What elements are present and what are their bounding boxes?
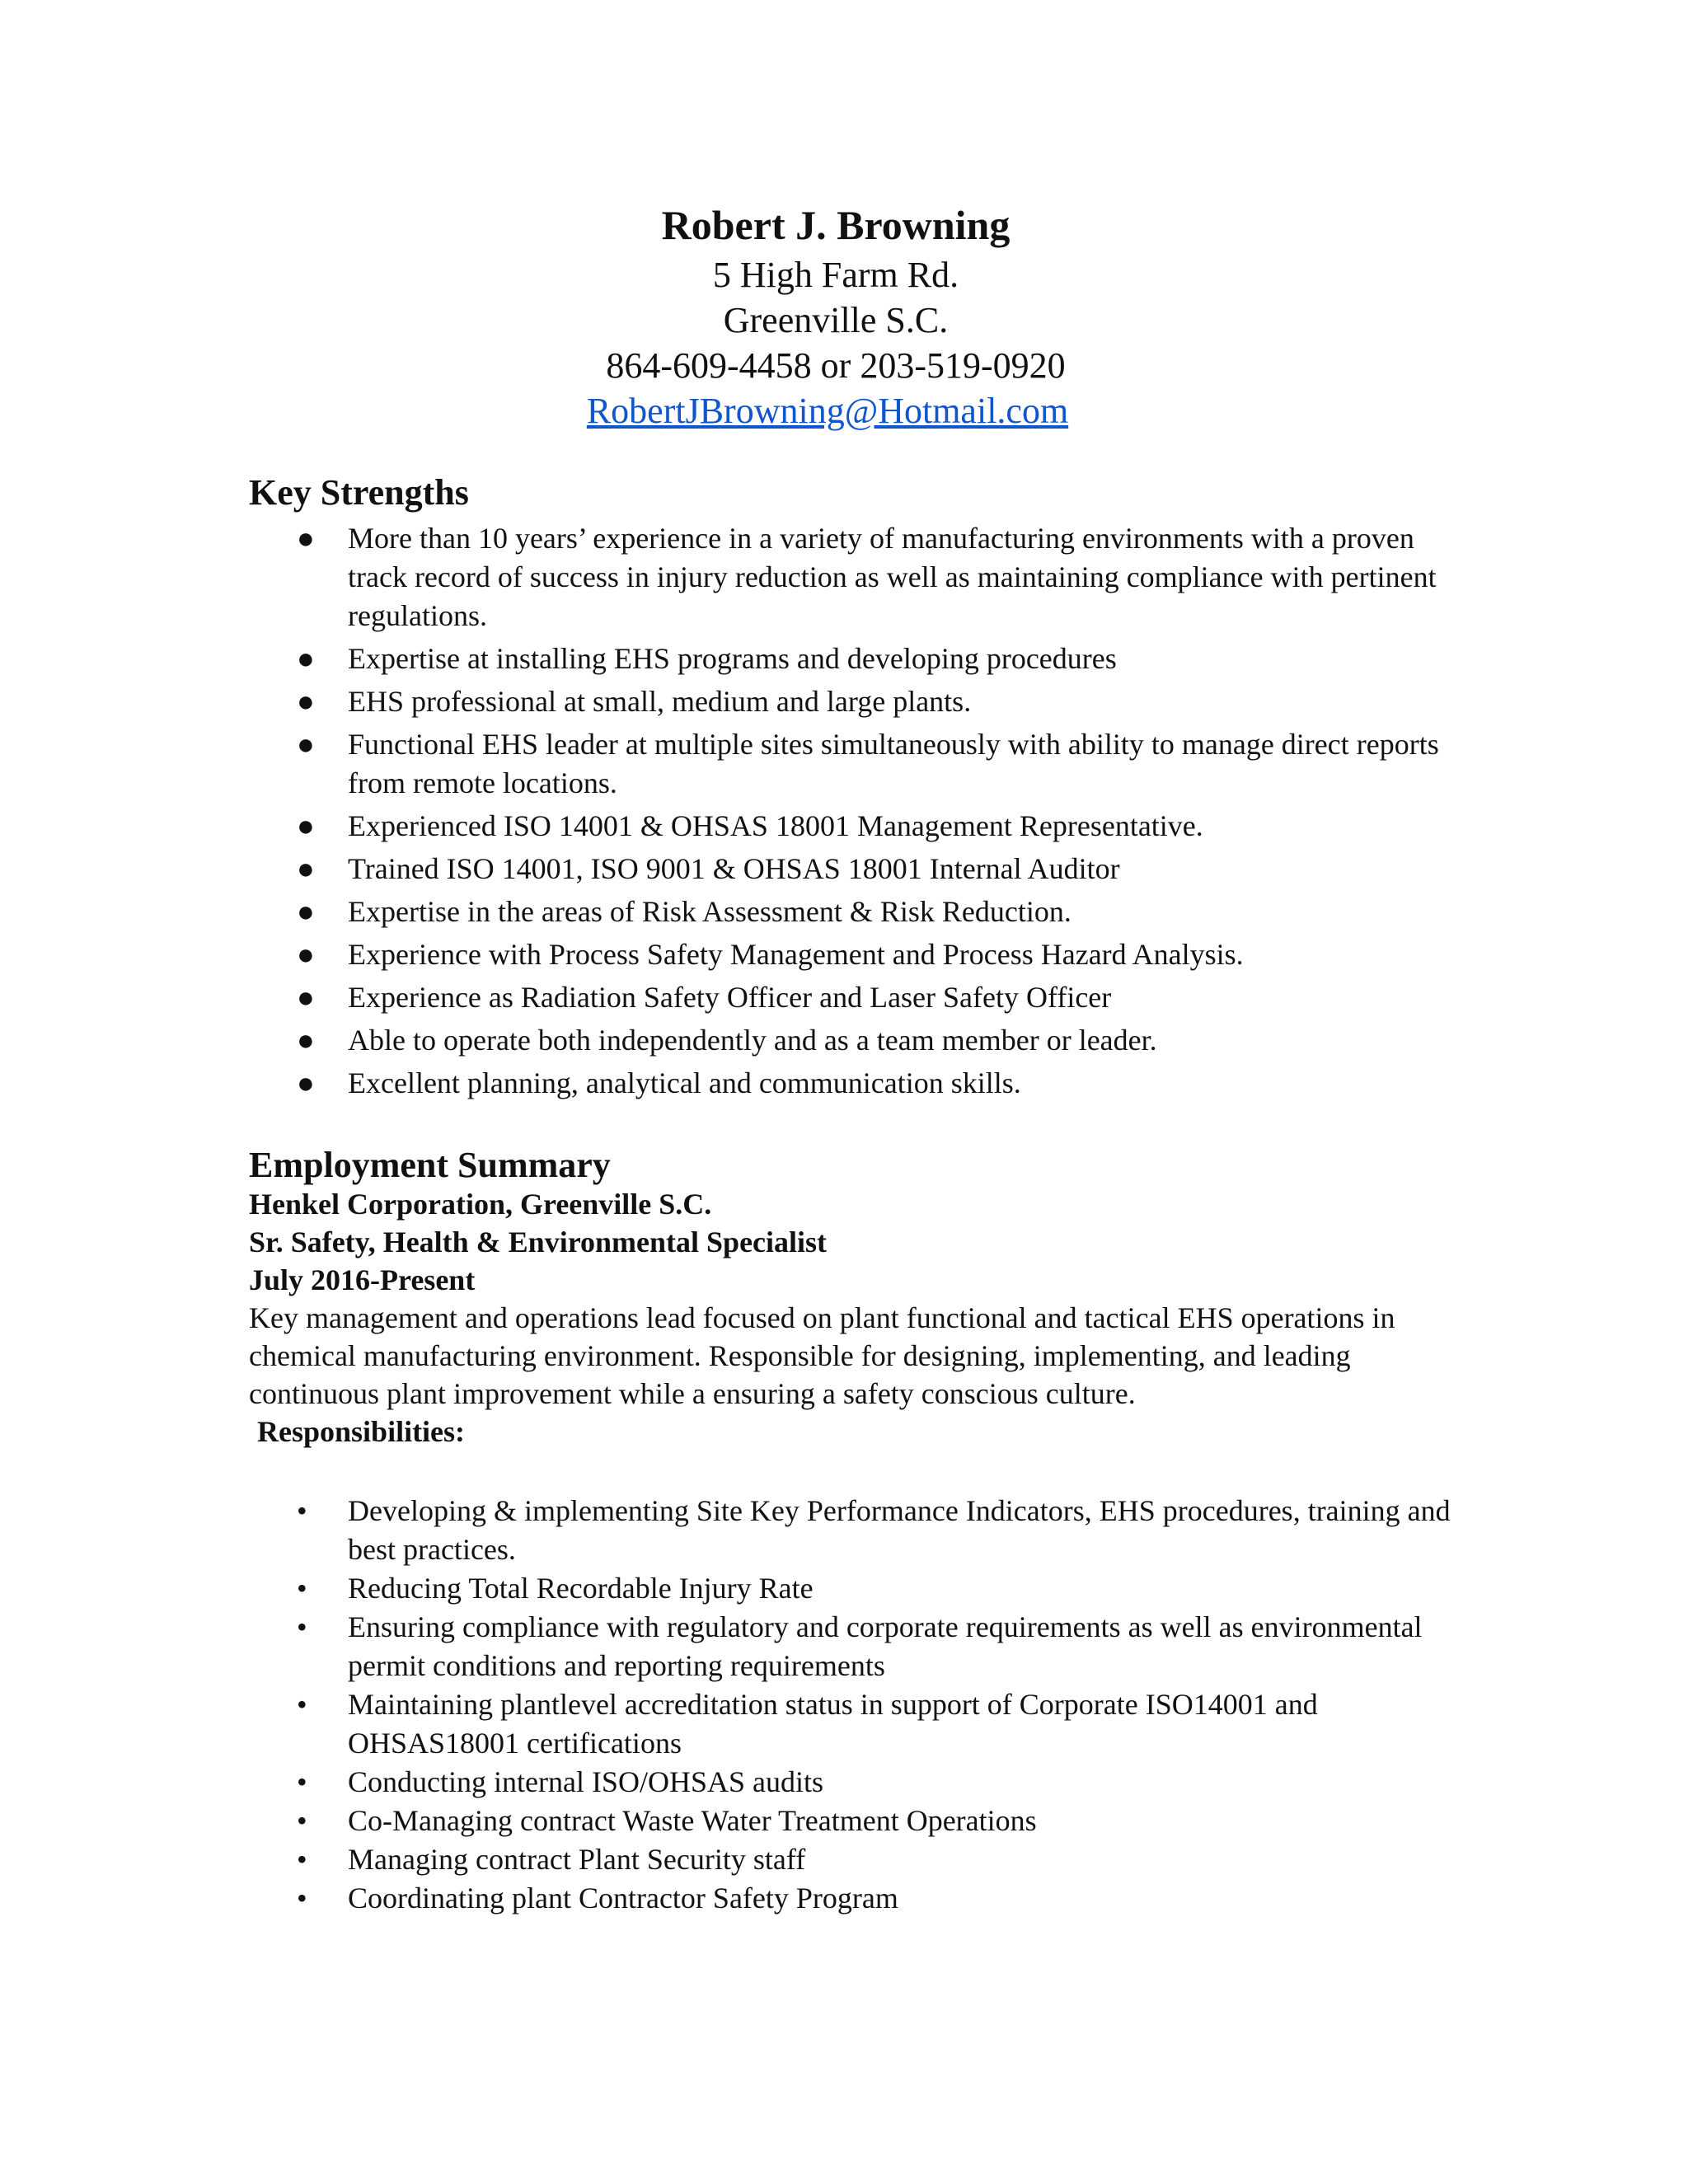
list-item: ● Functional EHS leader at multiple sites simultaneously with ability to manage direct reports from remote locations.	[249, 725, 1469, 803]
list-item: ● Experience with Process Safety Management and Process Hazard Analysis.	[249, 935, 1469, 974]
bullet-icon: •	[297, 1610, 307, 1643]
employment-entry	[249, 1185, 1485, 1451]
job-description: Key management and operations lead focused on plant functional and tactical EHS operations in chemical manufacturing environment. Responsible for designing, implementing, and leading continuous plant improvement while a ensuring a safety conscious culture.	[249, 1301, 1395, 1410]
phone-numbers: 864-609-4458 or 203-519-0920	[606, 345, 1066, 386]
bullet-icon: •	[297, 1843, 307, 1876]
list-item: • Developing & implementing Site Key Performance Indicators, EHS procedures, training and best practices.	[249, 1492, 1469, 1569]
employment-summary-heading: Employment Summary	[249, 1145, 611, 1185]
bullet-icon: •	[297, 1572, 307, 1605]
responsibilities-label: Responsibilities:	[257, 1415, 466, 1448]
list-item: • Ensuring compliance with regulatory and corporate requirements as well as environmental permit conditions and reporting requirements	[249, 1608, 1469, 1685]
resume-header	[0, 198, 1688, 434]
bullet-icon: •	[297, 1688, 307, 1721]
list-item: ● Excellent planning, analytical and communication skills.	[249, 1064, 1469, 1103]
bullet-icon: ●	[297, 981, 315, 1014]
company-name: Henkel Corporation, Greenville S.C.	[249, 1188, 712, 1221]
bullet-icon: ●	[297, 852, 315, 885]
bullet-icon: •	[297, 1765, 307, 1798]
bullet-icon: ●	[297, 522, 315, 555]
list-item: • Reducing Total Recordable Injury Rate	[249, 1569, 1469, 1608]
bullet-icon: ●	[297, 685, 315, 718]
list-item: ● Expertise at installing EHS programs and developing procedures	[249, 640, 1469, 678]
bullet-icon: •	[297, 1494, 307, 1527]
list-item: • Conducting internal ISO/OHSAS audits	[249, 1763, 1469, 1802]
key-strengths-heading: Key Strengths	[249, 472, 469, 513]
candidate-name: Robert J. Browning	[661, 202, 1010, 248]
responsibilities-list	[249, 1492, 1469, 1918]
bullet-icon: ●	[297, 895, 315, 928]
list-item: • Co-Managing contract Waste Water Treatment Operations	[249, 1802, 1469, 1840]
job-title: Sr. Safety, Health & Environmental Specialist	[249, 1226, 828, 1258]
list-item: • Coordinating plant Contractor Safety Program	[249, 1879, 1469, 1918]
bullet-icon: ●	[297, 1066, 315, 1099]
list-item: ● Able to operate both independently and as a team member or leader.	[249, 1021, 1469, 1060]
list-item: ● Experienced ISO 14001 & OHSAS 18001 Management Representative.	[249, 807, 1469, 846]
employment-dates: July 2016-Present	[249, 1263, 476, 1296]
bullet-icon: ●	[297, 728, 315, 761]
address-line-1: 5 High Farm Rd.	[712, 255, 959, 295]
bullet-icon: •	[297, 1882, 307, 1915]
list-item: ● Experience as Radiation Safety Officer and Laser Safety Officer	[249, 978, 1469, 1017]
list-item: • Managing contract Plant Security staff	[249, 1840, 1469, 1879]
bullet-icon: ●	[297, 809, 315, 842]
key-strengths-list	[249, 519, 1469, 1107]
list-item: ● Expertise in the areas of Risk Assessment & Risk Reduction.	[249, 893, 1469, 931]
bullet-icon: •	[297, 1804, 307, 1837]
list-item: • Maintaining plantlevel accreditation status in support of Corporate ISO14001 and OHSAS18001 certifications	[249, 1685, 1469, 1763]
list-item: ● EHS professional at small, medium and large plants.	[249, 682, 1469, 721]
email-link[interactable]: RobertJBrowning@Hotmail.com	[586, 391, 1069, 431]
list-item: ● More than 10 years’ experience in a variety of manufacturing environments with a proven track record of success in injury reduction as well as maintaining compliance with pertinent regulations.	[249, 519, 1469, 635]
bullet-icon: ●	[297, 642, 315, 675]
address-line-2: Greenville S.C.	[723, 300, 949, 340]
list-item: ● Trained ISO 14001, ISO 9001 & OHSAS 18001 Internal Auditor	[249, 850, 1469, 888]
bullet-icon: ●	[297, 1024, 315, 1057]
bullet-icon: ●	[297, 938, 315, 971]
